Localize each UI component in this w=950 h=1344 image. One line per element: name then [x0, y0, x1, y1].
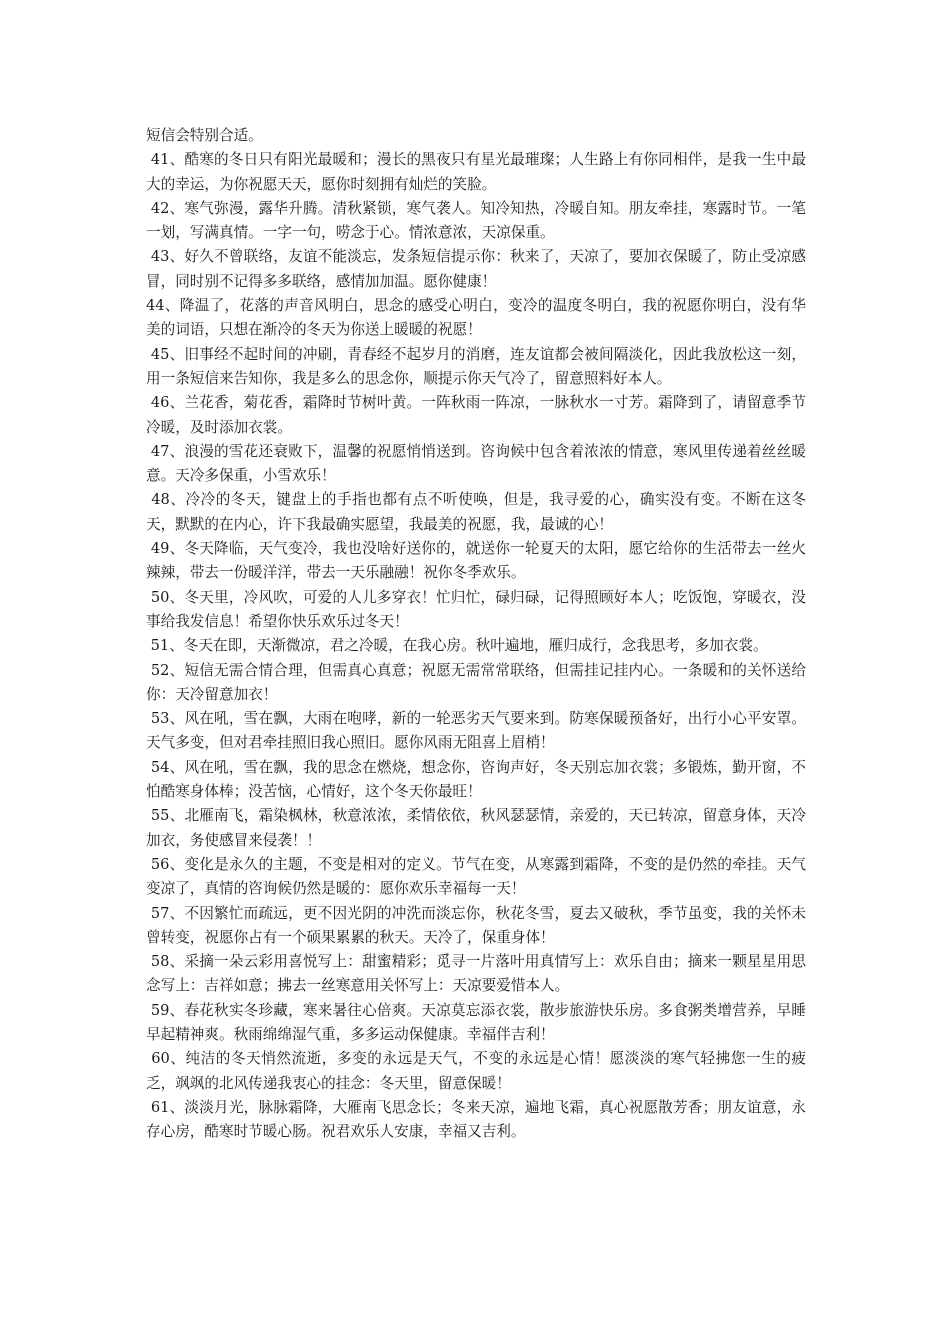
list-item: 47、浪漫的雪花还衰败下，温馨的祝愿悄悄送到。咨询候中包含着浓浓的情意，寒风里传递着丝丝暖意。天冷多保重，小雪欢乐！ — [146, 442, 807, 485]
list-item: 44、降温了，花落的声音风明白，思念的感受心明白，变冷的温度冬明白，我的祝愿你明白，没有华美的词语，只想在渐冷的冬天为你送上暖暖的祝愿！ — [146, 297, 806, 339]
list-item: 59、春花秋实冬珍藏，寒来暑往心倍爽。天凉莫忘添衣裳，散步旅游快乐房。多食粥类增营养，早睡早起精神爽。秋雨绵绵湿气重，多多运动保健康。幸福伴吉利！ — [146, 1001, 807, 1043]
list-item: 60、纯洁的冬天悄然流逝，多变的永远是天气，不变的永远是心情！愿淡淡的寒气轻拂您一生的疲乏，飒飒的北风传递我衷心的挂念：冬天里，留意保暖！ — [146, 1050, 807, 1092]
list-item: 51、冬天在即，天渐微凉，君之冷暖，在我心房。秋叶遍地，雁归成行，念我思考，多加衣裳。 — [146, 637, 768, 655]
list-item: 41、酷寒的冬日只有阳光最暖和；漫长的黑夜只有星光最璀璨；人生路上有你同相伴，是我一生中最大的幸运，为你祝愿天天，愿你时刻拥有灿烂的笑脸。 — [146, 151, 807, 193]
list-item: 54、风在吼，雪在飘，我的思念在燃烧，想念你，咨询声好，冬天别忘加衣裳；多锻炼，勤开窗，不怕酷寒身体棒；没苦恼，心情好，这个冬天你最旺！ — [146, 758, 807, 801]
list-item: 48、冷冷的冬天，键盘上的手指也都有点不听使唤，但是，我寻爱的心，确实没有变。不断在这冬天，默默的在内心，许下我最确实愿望，我最美的祝愿，我，最诚的心！ — [146, 491, 807, 533]
intro-line: 短信会特别合适。 — [146, 127, 263, 144]
list-item: 61、淡淡月光，脉脉霜降，大雁南飞思念长；冬来天凉，遍地飞霜，真心祝愿散芳香；朋友谊意，永存心房，酷寒时节暖心肠。祝君欢乐人安康，幸福又吉利。 — [146, 1098, 807, 1141]
list-item: 56、变化是永久的主题，不变是相对的定义。节气在变，从寒露到霜降，不变的是仍然的牵挂。天气变凉了，真情的咨询候仍然是暖的：愿你欢乐幸福每一天！ — [146, 855, 807, 898]
document-body — [146, 124, 806, 1144]
list-item: 49、冬天降临，天气变冷，我也没啥好送你的，就送你一轮夏天的太阳，愿它给你的生活带去一丝火辣辣，带去一份暖洋洋，带去一天乐融融！祝你冬季欢乐。 — [146, 540, 807, 582]
list-item: 53、风在吼，雪在飘，大雨在咆哮，新的一轮恶劣天气要来到。防寒保暖预备好，出行小心平安罩。天气多变，但对君牵挂照旧我心照旧。愿你风雨无阻喜上眉梢！ — [146, 710, 807, 752]
list-item: 50、冬天里，冷风吹，可爱的人儿多穿衣！忙归忙，碌归碌，记得照顾好本人；吃饭饱，穿暖衣，没事给我发信息！希望你快乐欢乐过冬天！ — [146, 588, 807, 630]
list-item: 55、北雁南飞，霜染枫林，秋意浓浓，柔情依依，秋风瑟瑟情，亲爱的，天已转凉，留意身体，天冷加衣，务使感冒来侵袭！！ — [146, 807, 807, 849]
list-item: 46、兰花香，菊花香，霜降时节树叶黄。一阵秋雨一阵凉，一脉秋水一寸芳。霜降到了，请留意季节冷暖，及时添加衣裳。 — [146, 394, 807, 436]
list-item: 43、好久不曾联络，友谊不能淡忘，发条短信提示你：秋来了，天凉了，要加衣保暖了，防止受凉感冒，同时别不记得多多联络，感情加加温。愿你健康！ — [146, 248, 807, 290]
list-item: 45、旧事经不起时间的冲刷，青春经不起岁月的消磨，连友谊都会被间隔淡化，因此我放松这一刻，用一条短信来告知你，我是多么的思念你，顺提示你天气冷了，留意照料好本人。 — [146, 345, 807, 387]
list-item: 57、不因繁忙而疏远，更不因光阴的冲洗而淡忘你，秋花冬雪，夏去又破秋，季节虽变，我的关怀未曾转变，祝愿你占有一个硕果累累的秋天。天冷了，保重身体！ — [146, 904, 807, 946]
list-item: 42、寒气弥漫，露华升腾。清秋紧锁，寒气袭人。知冷知热，冷暖自知。朋友牵挂，寒露时节。一笔一划，写满真情。一字一句，唠念于心。情浓意浓，天凉保重。 — [146, 199, 807, 242]
list-item: 52、短信无需合情合理，但需真心真意；祝愿无需常常联络，但需挂记挂内心。一条暖和的关怀送给你：天冷留意加衣！ — [146, 661, 807, 703]
list-item: 58、采摘一朵云彩用喜悦写上：甜蜜精彩；觅寻一片落叶用真情写上：欢乐自由；摘来一颗星星用思念写上：吉祥如意；拂去一丝寒意用关怀写上：天凉要爱惜本人。 — [146, 953, 807, 995]
